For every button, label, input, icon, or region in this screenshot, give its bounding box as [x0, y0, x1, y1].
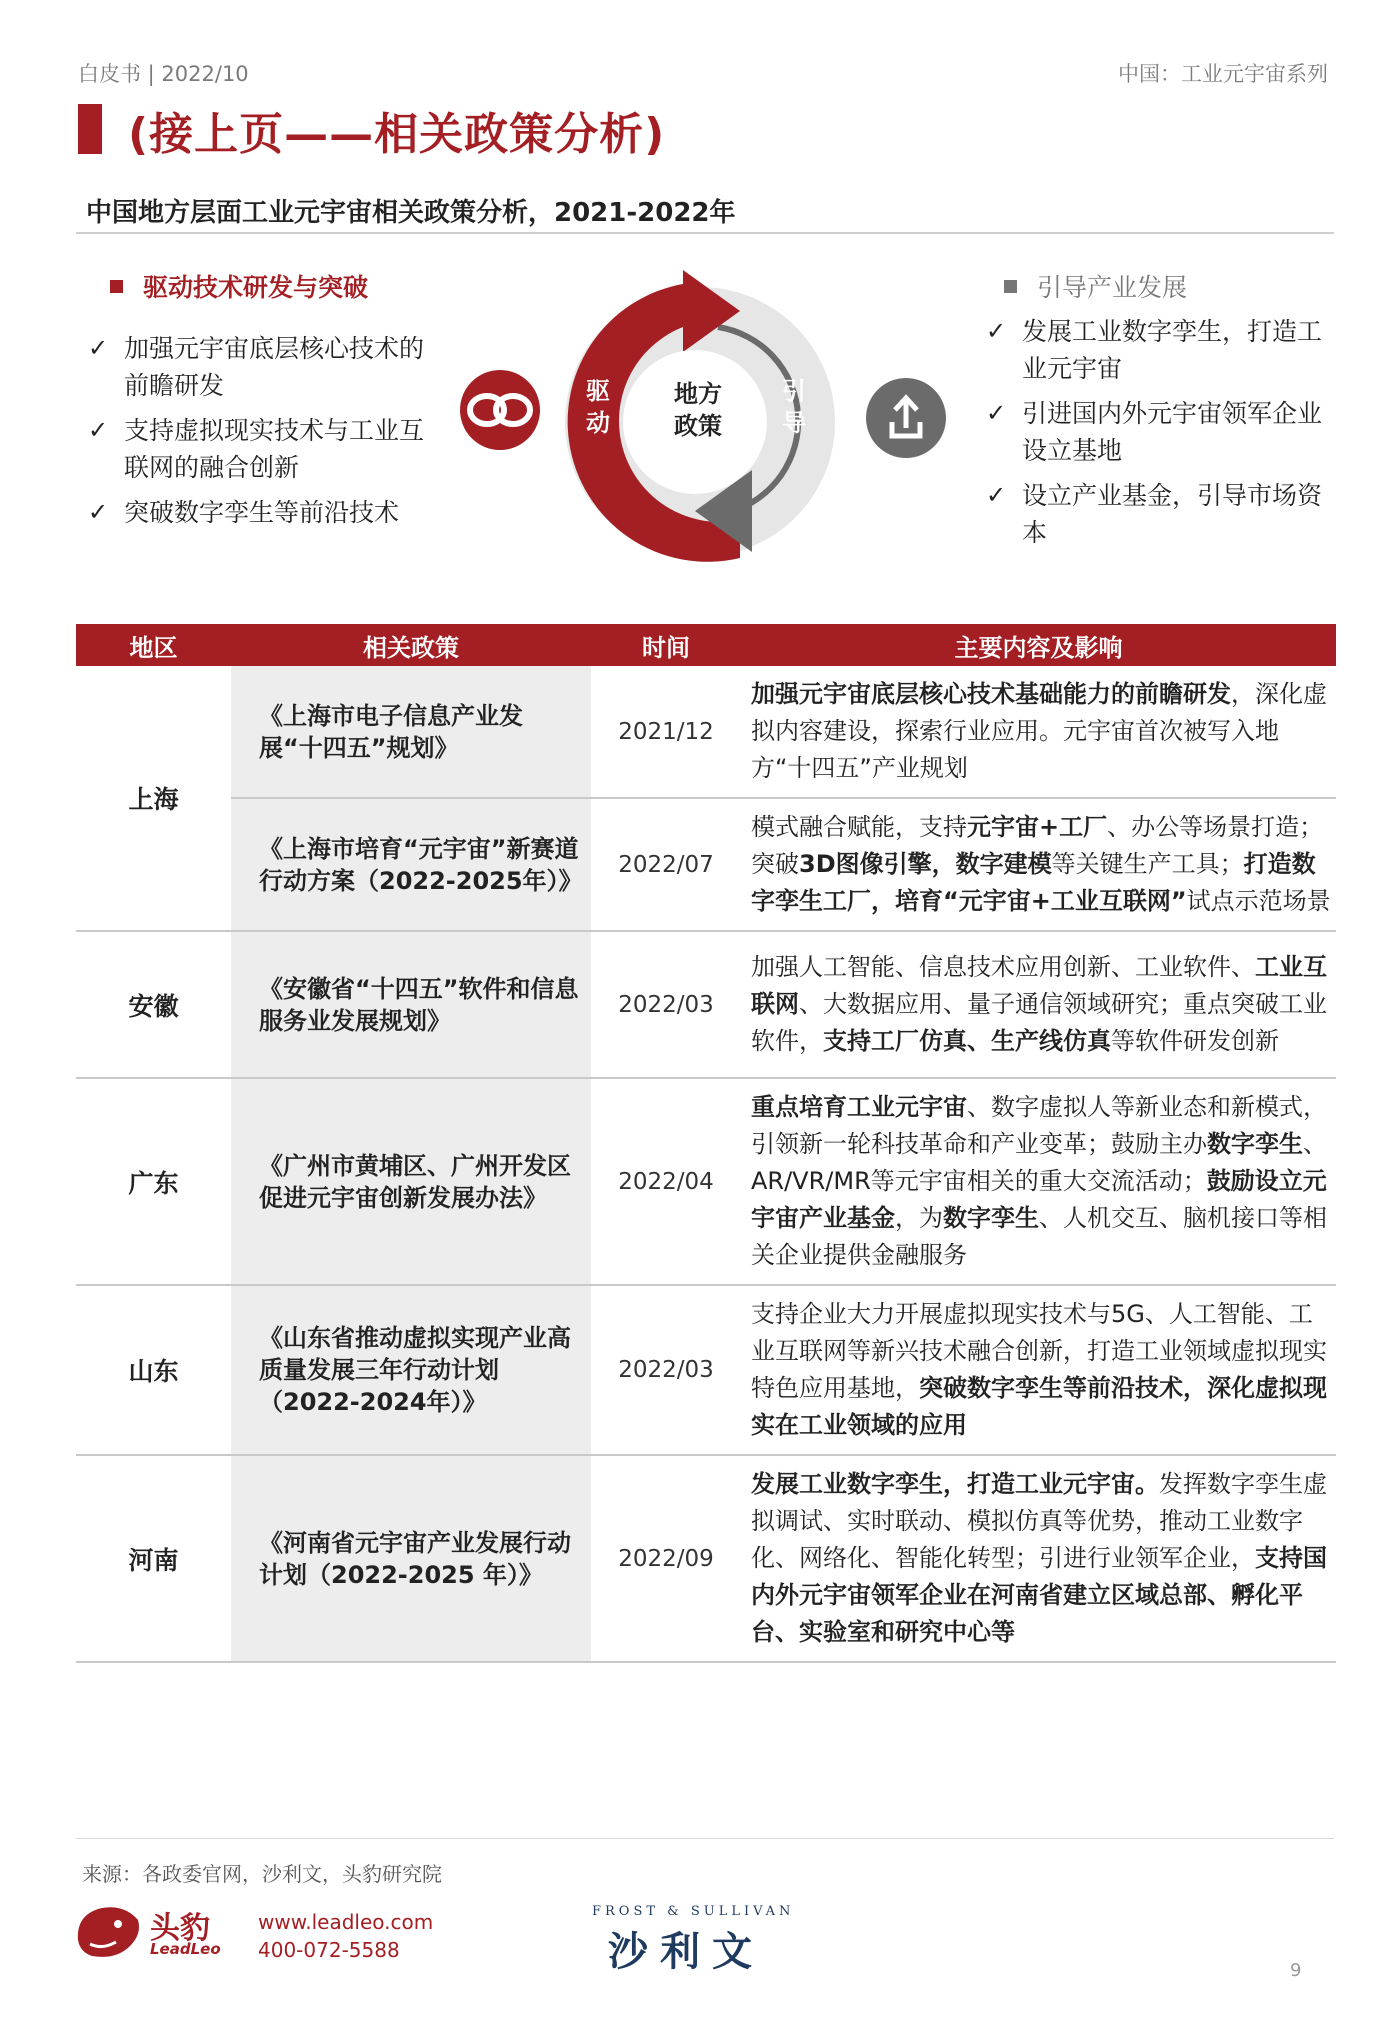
table-header	[76, 624, 1336, 666]
content-highlight: 数字孪生	[1207, 1130, 1303, 1158]
content-text: 发挥数字孪生虚拟调试、实时联动、模拟仿真等优势，推动工业数字化、网络化、智能化转型；引进行业领军企业，	[751, 1470, 1327, 1572]
right-heading-text: 引导产业发展	[1037, 273, 1188, 302]
region-name: 广东	[128, 1168, 179, 1198]
table-region-group	[76, 1456, 1336, 1663]
table-region-group	[76, 1286, 1336, 1456]
ring-label-guide-2: 导	[782, 409, 806, 437]
check-icon: ✓	[986, 481, 1007, 509]
policy-date: 2022/04	[618, 1168, 714, 1195]
policy-name: 《上海市培育“元宇宙”新赛道行动方案（2022-2025年）》	[231, 799, 591, 930]
page-subtitle: 中国地方层面工业元宇宙相关政策分析，2021-2022年	[86, 198, 736, 228]
check-icon: ✓	[88, 334, 109, 362]
ring-label-drive-2: 动	[586, 409, 610, 437]
content-text: 等软件研发创新	[1111, 1027, 1279, 1055]
content-text: 试点示范场景	[1186, 887, 1331, 915]
table-region-group	[76, 932, 1336, 1079]
leadleo-logo-icon	[72, 1900, 144, 1964]
list-item-text: 突破数字孪生等前沿技术	[124, 498, 400, 527]
content-highlight: 发展工业数字孪生，打造工业元宇宙。	[751, 1470, 1159, 1498]
region-name: 河南	[128, 1545, 179, 1575]
content-text: 、数字虚拟人等新业态和新模式，引领新一轮科技革命和产业变革；鼓励主办	[751, 1093, 1327, 1158]
policy-date: 2022/03	[618, 1357, 714, 1383]
header-region: 地区	[129, 633, 178, 662]
content-text: 加强人工智能、信息技术应用创新、工业软件、	[751, 953, 1255, 981]
subtitle-divider	[76, 232, 1334, 234]
list-item	[88, 330, 448, 404]
title-accent-bar	[78, 104, 102, 154]
policy-content	[741, 1079, 1336, 1284]
content-text: 、大数据应用、量子通信领域研究；重点突破工业软件，	[751, 990, 1327, 1055]
table-row	[231, 1079, 1336, 1284]
policy-content	[741, 932, 1336, 1077]
table-row	[231, 1456, 1336, 1661]
region-name: 上海	[128, 785, 179, 814]
policy-name: 《广州市黄埔区、广州开发区促进元宇宙创新发展办法》	[231, 1079, 591, 1284]
list-item-text: 引进国内外元宇宙领军企业设立基地	[1022, 399, 1323, 465]
content-text: 模式融合赋能，支持	[751, 813, 967, 841]
content-highlight: 支持国内外元宇宙领军企业在河南省建立区域总部、孵化平台、实验室和研究中心等	[751, 1544, 1327, 1646]
policy-content	[741, 799, 1336, 930]
header-policy: 相关政策	[363, 633, 459, 662]
content-highlight: 数字孪生	[943, 1204, 1039, 1232]
content-text: 支持企业大力开展虚拟现实技术与5G、人工智能、工业互联网等新兴技术融合创新，打造工业领域虚拟现实特色应用基地，	[751, 1300, 1327, 1402]
table-region-group	[76, 666, 1336, 932]
policy-cycle-diagram	[440, 262, 980, 592]
header-date: 时间	[642, 633, 690, 662]
table-row	[231, 666, 1336, 797]
header-doc-label: 白皮书 | 2022/10	[78, 62, 249, 86]
website-link[interactable]: www.leadleo.com	[258, 1910, 434, 1934]
ring-label-drive-1: 驱	[586, 377, 610, 405]
content-text: 、办公等场景打造；突破	[751, 813, 1324, 878]
table-row	[231, 1286, 1336, 1454]
policy-name: 《上海市电子信息产业发展“十四五”规划》	[231, 666, 591, 797]
policy-name: 《河南省元宇宙产业发展行动计划（2022-2025 年）》	[231, 1456, 591, 1661]
source-note: 来源：各政委官网，沙利文，头豹研究院	[82, 1862, 442, 1886]
table-row	[231, 932, 1336, 1077]
list-item-text: 加强元宇宙底层核心技术的前瞻研发	[124, 334, 425, 400]
link-icon	[460, 370, 540, 450]
policy-table	[76, 624, 1336, 1663]
left-checklist	[88, 330, 448, 539]
content-text: ，深化虚拟内容建设，探索行业应用。元宇宙首次被写入地方“十四五”产业规划	[751, 680, 1327, 782]
list-item	[986, 477, 1326, 551]
content-highlight: 鼓励设立元宇宙产业基金	[751, 1167, 1327, 1232]
center-label-2: 政策	[674, 412, 722, 440]
policy-name: 《山东省推动虚拟实现产业高质量发展三年行动计划（2022-2024年）》	[231, 1286, 591, 1454]
content-text: 、人机交互、脑机接口等相关企业提供金融服务	[751, 1204, 1327, 1269]
list-item	[986, 313, 1326, 387]
check-icon: ✓	[88, 498, 109, 526]
content-highlight: 工业互联网	[751, 953, 1327, 1018]
content-text: 、AR/VR/MR等元宇宙相关的重大交流活动；	[751, 1130, 1327, 1195]
policy-date: 2022/09	[618, 1545, 714, 1572]
table-row	[231, 797, 1336, 930]
header-content: 主要内容及影响	[954, 633, 1123, 662]
content-highlight: 打造数字孪生工厂，培育“元宇宙+工业互联网”	[751, 850, 1316, 915]
table-body	[76, 666, 1336, 1663]
phone-number: 400-072-5588	[258, 1938, 400, 1962]
region-name: 山东	[128, 1357, 179, 1386]
center-label-1: 地方	[674, 380, 722, 408]
list-item	[88, 412, 448, 486]
frost-sullivan-logo-cn: 沙利文	[608, 1929, 764, 1975]
check-icon: ✓	[986, 399, 1007, 427]
ring-label-guide-1: 引	[782, 377, 806, 405]
policy-date: 2022/07	[618, 851, 714, 878]
frost-sullivan-logo-en: FROST & SULLIVAN	[592, 1904, 795, 1919]
content-highlight: 重点培育工业元宇宙	[751, 1093, 967, 1121]
policy-date: 2021/12	[618, 718, 714, 745]
list-item-text: 发展工业数字孪生，打造工业元宇宙	[1022, 317, 1323, 383]
content-highlight: 支持工厂仿真、生产线仿真	[823, 1027, 1111, 1055]
policy-content	[741, 666, 1336, 797]
content-text: ，为	[895, 1204, 943, 1232]
list-item	[88, 494, 448, 531]
square-bullet-icon	[110, 280, 123, 293]
policy-name: 《安徽省“十四五”软件和信息服务业发展规划》	[231, 932, 591, 1077]
list-item-text: 设立产业基金，引导市场资本	[1022, 481, 1323, 547]
content-highlight: 3D图像引擎，数字建模	[799, 850, 1052, 878]
right-checklist	[986, 313, 1326, 559]
check-icon: ✓	[986, 317, 1007, 345]
contact-block	[258, 1908, 433, 1964]
right-section-heading	[1004, 268, 1187, 304]
page-title: (接上页——相关政策分析)	[128, 109, 666, 160]
left-section-heading	[110, 268, 368, 304]
check-icon: ✓	[88, 416, 109, 444]
footer-divider	[76, 1838, 1334, 1839]
leadleo-logo-cn: 头豹	[150, 1911, 210, 1946]
content-text: 等关键生产工具；	[1051, 850, 1244, 878]
list-item-text: 支持虚拟现实技术与工业互联网的融合创新	[124, 416, 425, 482]
content-highlight: 元宇宙+工厂	[967, 813, 1108, 841]
list-item	[986, 395, 1326, 469]
table-region-group	[76, 1079, 1336, 1286]
leadleo-logo-en: LeadLeo	[150, 1940, 221, 1958]
header-series-label: 中国：工业元宇宙系列	[1118, 62, 1328, 86]
content-highlight: 突破数字孪生等前沿技术，深化虚拟现实在工业领域的应用	[751, 1374, 1327, 1439]
upload-icon	[866, 378, 946, 458]
content-highlight: 加强元宇宙底层核心技术基础能力的前瞻研发	[751, 680, 1231, 708]
page-number: 9	[1290, 1960, 1302, 1981]
policy-content	[741, 1456, 1336, 1661]
left-heading-text: 驱动技术研发与突破	[143, 273, 369, 302]
policy-date: 2022/03	[618, 991, 714, 1018]
region-name: 安徽	[128, 991, 179, 1021]
square-bullet-icon	[1004, 280, 1017, 293]
policy-content	[741, 1286, 1336, 1454]
